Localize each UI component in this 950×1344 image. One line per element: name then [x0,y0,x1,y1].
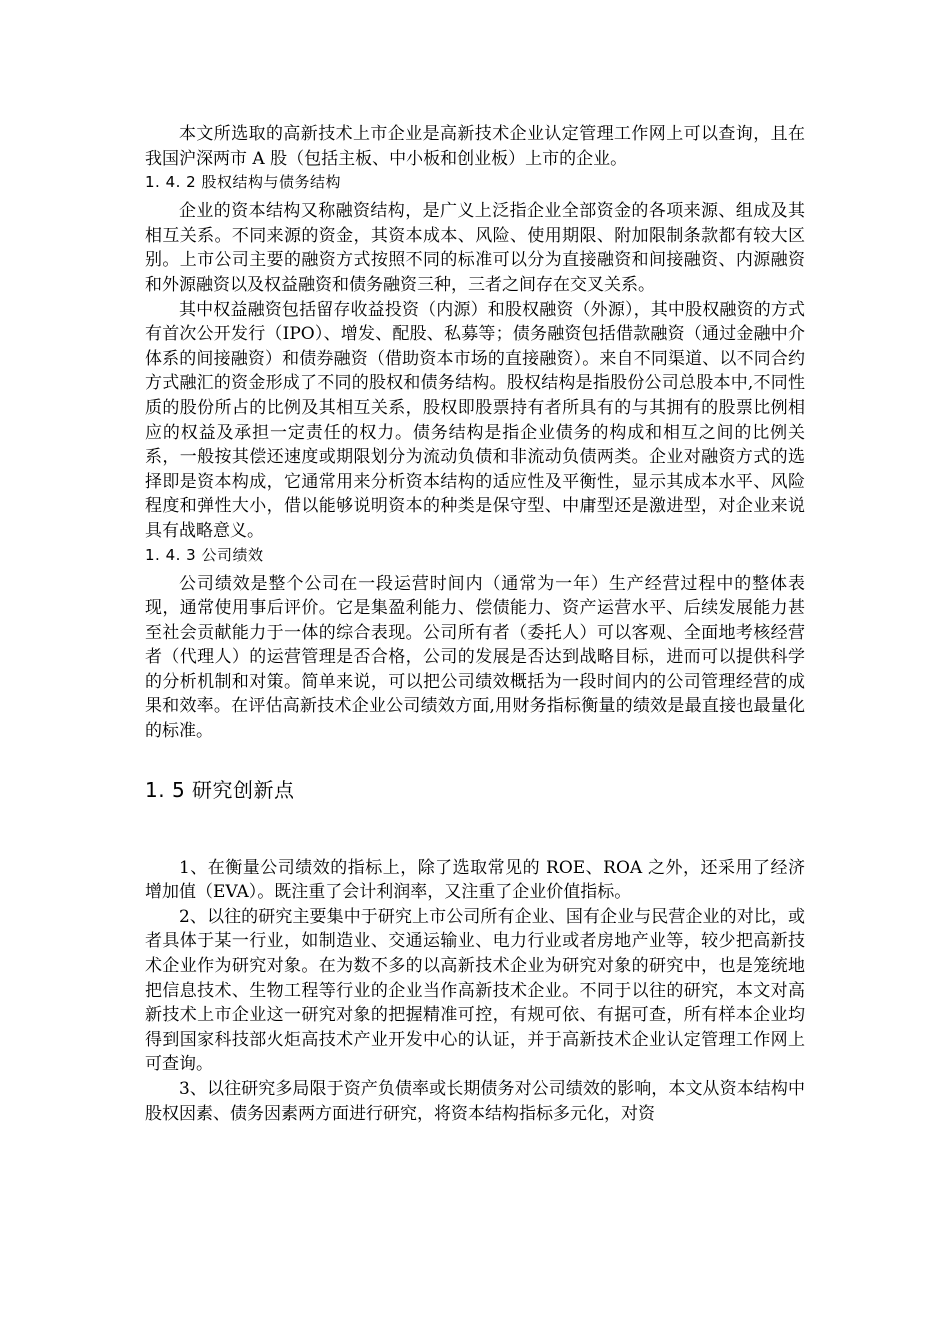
heading-1-5: 1. 5 研究创新点 [145,777,295,802]
innovation-item-1: 1、在衡量公司绩效的指标上，除了选取常见的 ROE、ROA 之外，还采用了经济增加值（EVA）。既注重了会计利润率，又注重了企业价值指标。 [145,857,805,903]
spacer [145,744,805,776]
heading-1-4-3: 1. 4. 3 公司绩效 [145,545,264,564]
spacer [145,804,805,856]
document-page [145,122,805,1126]
paragraph-equity-debt-financing: 其中权益融资包括留存收益投资（内源）和股权融资（外源），其中股权融资的方式有首次公开发行（IPO）、增发、配股、私募等；债务融资包括借款融资（通过金融中介体系的间接融资）和债券融资（借助资本市场的直接融资）。来自不同渠道、以不同合约方式融汇的资金形成了不同的股权和债务结构。股权结构是指股份公司总股本中,不同性质的股份所占的比例及其相互关系，股权即股票持有者所具有的与其拥有的股票比例相应的权益及承担一定责任的权力。债务结构是指企业债务的构成和相互之间的比例关系，一般按其偿还速度或期限划分为流动负债和非流动负债两类。企业对融资方式的选择即是资本构成，它通常用来分析资本结构的适应性及平衡性，显示其成本水平、风险程度和弹性大小，借以能够说明资本的种类是保守型、中庸型还是激进型，对企业来说具有战略意义。 [145,299,805,541]
intro-paragraph: 本文所选取的高新技术上市企业是高新技术企业认定管理工作网上可以查询，且在我国沪深两市 A 股（包括主板、中小板和创业板）上市的企业。 [145,124,805,169]
heading-1-4-2: 1. 4. 2 股权结构与债务结构 [145,173,341,192]
innovation-item-3: 3、以往研究多局限于资产负债率或长期债务对公司绩效的影响，本文从资本结构中股权因素、债务因素两方面进行研究，将资本结构指标多元化，对资 [145,1079,805,1124]
innovation-item-2: 2、以往的研究主要集中于研究上市公司所有企业、国有企业与民营企业的对比，或者具体于某一行业，如制造业、交通运输业、电力行业或者房地产业等，较少把高新技术企业作为研究对象。在为数不多的以高新技术企业为研究对象的研究中，也是笼统地把信息技术、生物工程等行业的企业当作高新技术企业。不同于以往的研究，本文对高新技术上市企业这一研究对象的把握精准可控，有规可依、有据可查，所有样本企业均得到国家科技部火炬高技术产业开发中心的认证，并于高新技术企业认定管理工作网上可查询。 [145,906,805,1075]
paragraph-capital-structure: 企业的资本结构又称融资结构，是广义上泛指企业全部资金的各项来源、组成及其相互关系。不同来源的资金，其资本成本、风险、使用期限、附加限制条款都有较大区别。上市公司主要的融资方式按照不同的标准可以分为直接融资和间接融资、内源融资和外源融资以及权益融资和债务融资三种，三者之间存在交叉关系。 [145,201,805,295]
paragraph-company-performance: 公司绩效是整个公司在一段运营时间内（通常为一年）生产经营过程中的整体表现，通常使用事后评价。它是集盈利能力、偿债能力、资产运营水平、后续发展能力甚至社会贡献能力于一体的综合表现。公司所有者（委托人）可以客观、全面地考核经营者（代理人）的运营管理是否合格，公司的发展是否达到战略目标，进而可以提供科学的分析机制和对策。简单来说，可以把公司绩效概括为一段时间内的公司管理经营的成果和效率。在评估高新技术企业公司绩效方面,用财务指标衡量的绩效是最直接也最量化的标准。 [145,573,805,742]
